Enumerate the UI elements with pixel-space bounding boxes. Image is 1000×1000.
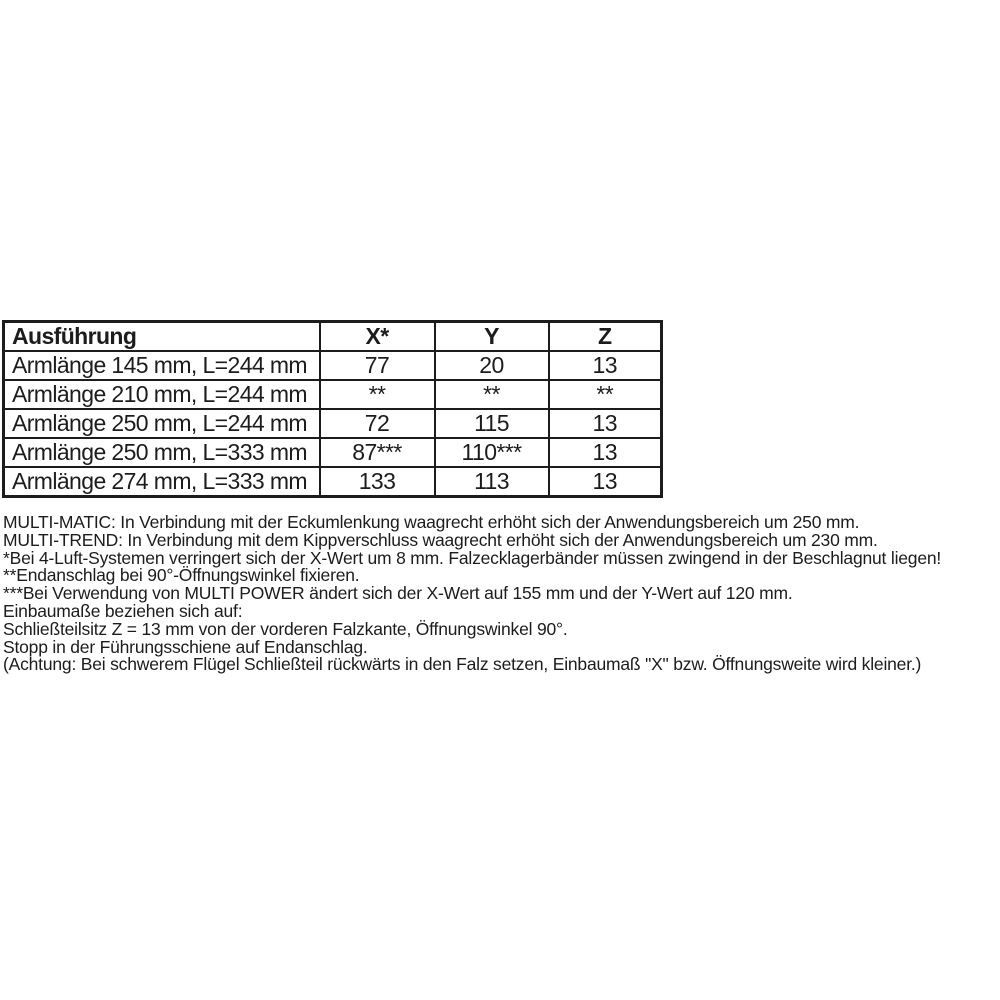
value-y: 110*** xyxy=(435,438,549,467)
header-z: Z xyxy=(549,322,662,352)
value-x: ** xyxy=(320,380,435,409)
value-y: 20 xyxy=(435,351,549,380)
table-row xyxy=(4,438,662,467)
note-achtung: (Achtung: Bei schwerem Flügel Schließteil rückwärts in den Falz setzen, Einbaumaß "X" bzw. Öffnungsweite wird kleiner.) xyxy=(3,654,922,675)
note-schliessteil: Schließteilsitz Z = 13 mm von der vorderen Falzkante, Öffnungswinkel 90°. xyxy=(3,618,568,639)
header-ausfuehrung: Ausführung xyxy=(4,322,320,352)
table-row xyxy=(4,380,662,409)
note-stopp: Stopp in der Führungsschiene auf Endanschlag. xyxy=(3,636,368,657)
note-multi-power: ***Bei Verwendung von MULTI POWER ändert sich der X-Wert auf 155 mm und der Y-Wert auf 120 mm. xyxy=(3,583,793,604)
value-x: 87*** xyxy=(320,438,435,467)
row-label: Armlänge 274 mm, L=333 mm xyxy=(4,467,320,497)
header-x: X* xyxy=(320,322,435,352)
value-x: 133 xyxy=(320,467,435,497)
row-label: Armlänge 250 mm, L=244 mm xyxy=(4,409,320,438)
spec-table xyxy=(2,320,663,498)
footnotes-block xyxy=(3,514,1000,674)
value-z: 13 xyxy=(549,467,662,497)
value-y: 113 xyxy=(435,467,549,497)
table-header-row xyxy=(4,322,662,352)
value-z: ** xyxy=(549,380,662,409)
note-multi-matic: MULTI-MATIC: In Verbindung mit der Eckumlenkung waagrecht erhöht sich der Anwendungsbereich um 250 mm. xyxy=(3,512,860,532)
value-x: 77 xyxy=(320,351,435,380)
value-y: ** xyxy=(435,380,549,409)
table-row xyxy=(4,467,662,497)
row-label: Armlänge 250 mm, L=333 mm xyxy=(4,438,320,467)
note-multi-trend: MULTI-TREND: In Verbindung mit dem Kippverschluss waagrecht erhöht sich der Anwendungsbereich um 230 mm. xyxy=(3,529,878,550)
value-y: 115 xyxy=(435,409,549,438)
header-y: Y xyxy=(435,322,549,352)
row-label: Armlänge 210 mm, L=244 mm xyxy=(4,380,320,409)
note-endanschlag: **Endanschlag bei 90°-Öffnungswinkel fixieren. xyxy=(3,565,360,586)
table-row xyxy=(4,351,662,380)
value-x: 72 xyxy=(320,409,435,438)
row-label: Armlänge 145 mm, L=244 mm xyxy=(4,351,320,380)
note-einbaumasse: Einbaumaße beziehen sich auf: xyxy=(3,600,243,621)
table-row xyxy=(4,409,662,438)
value-z: 13 xyxy=(549,438,662,467)
value-z: 13 xyxy=(549,409,662,438)
note-4-luft: *Bei 4-Luft-Systemen verringert sich der X-Wert um 8 mm. Falzecklagerbänder müssen zwingend in der Beschlagnut liegen! xyxy=(3,547,942,568)
value-z: 13 xyxy=(549,351,662,380)
